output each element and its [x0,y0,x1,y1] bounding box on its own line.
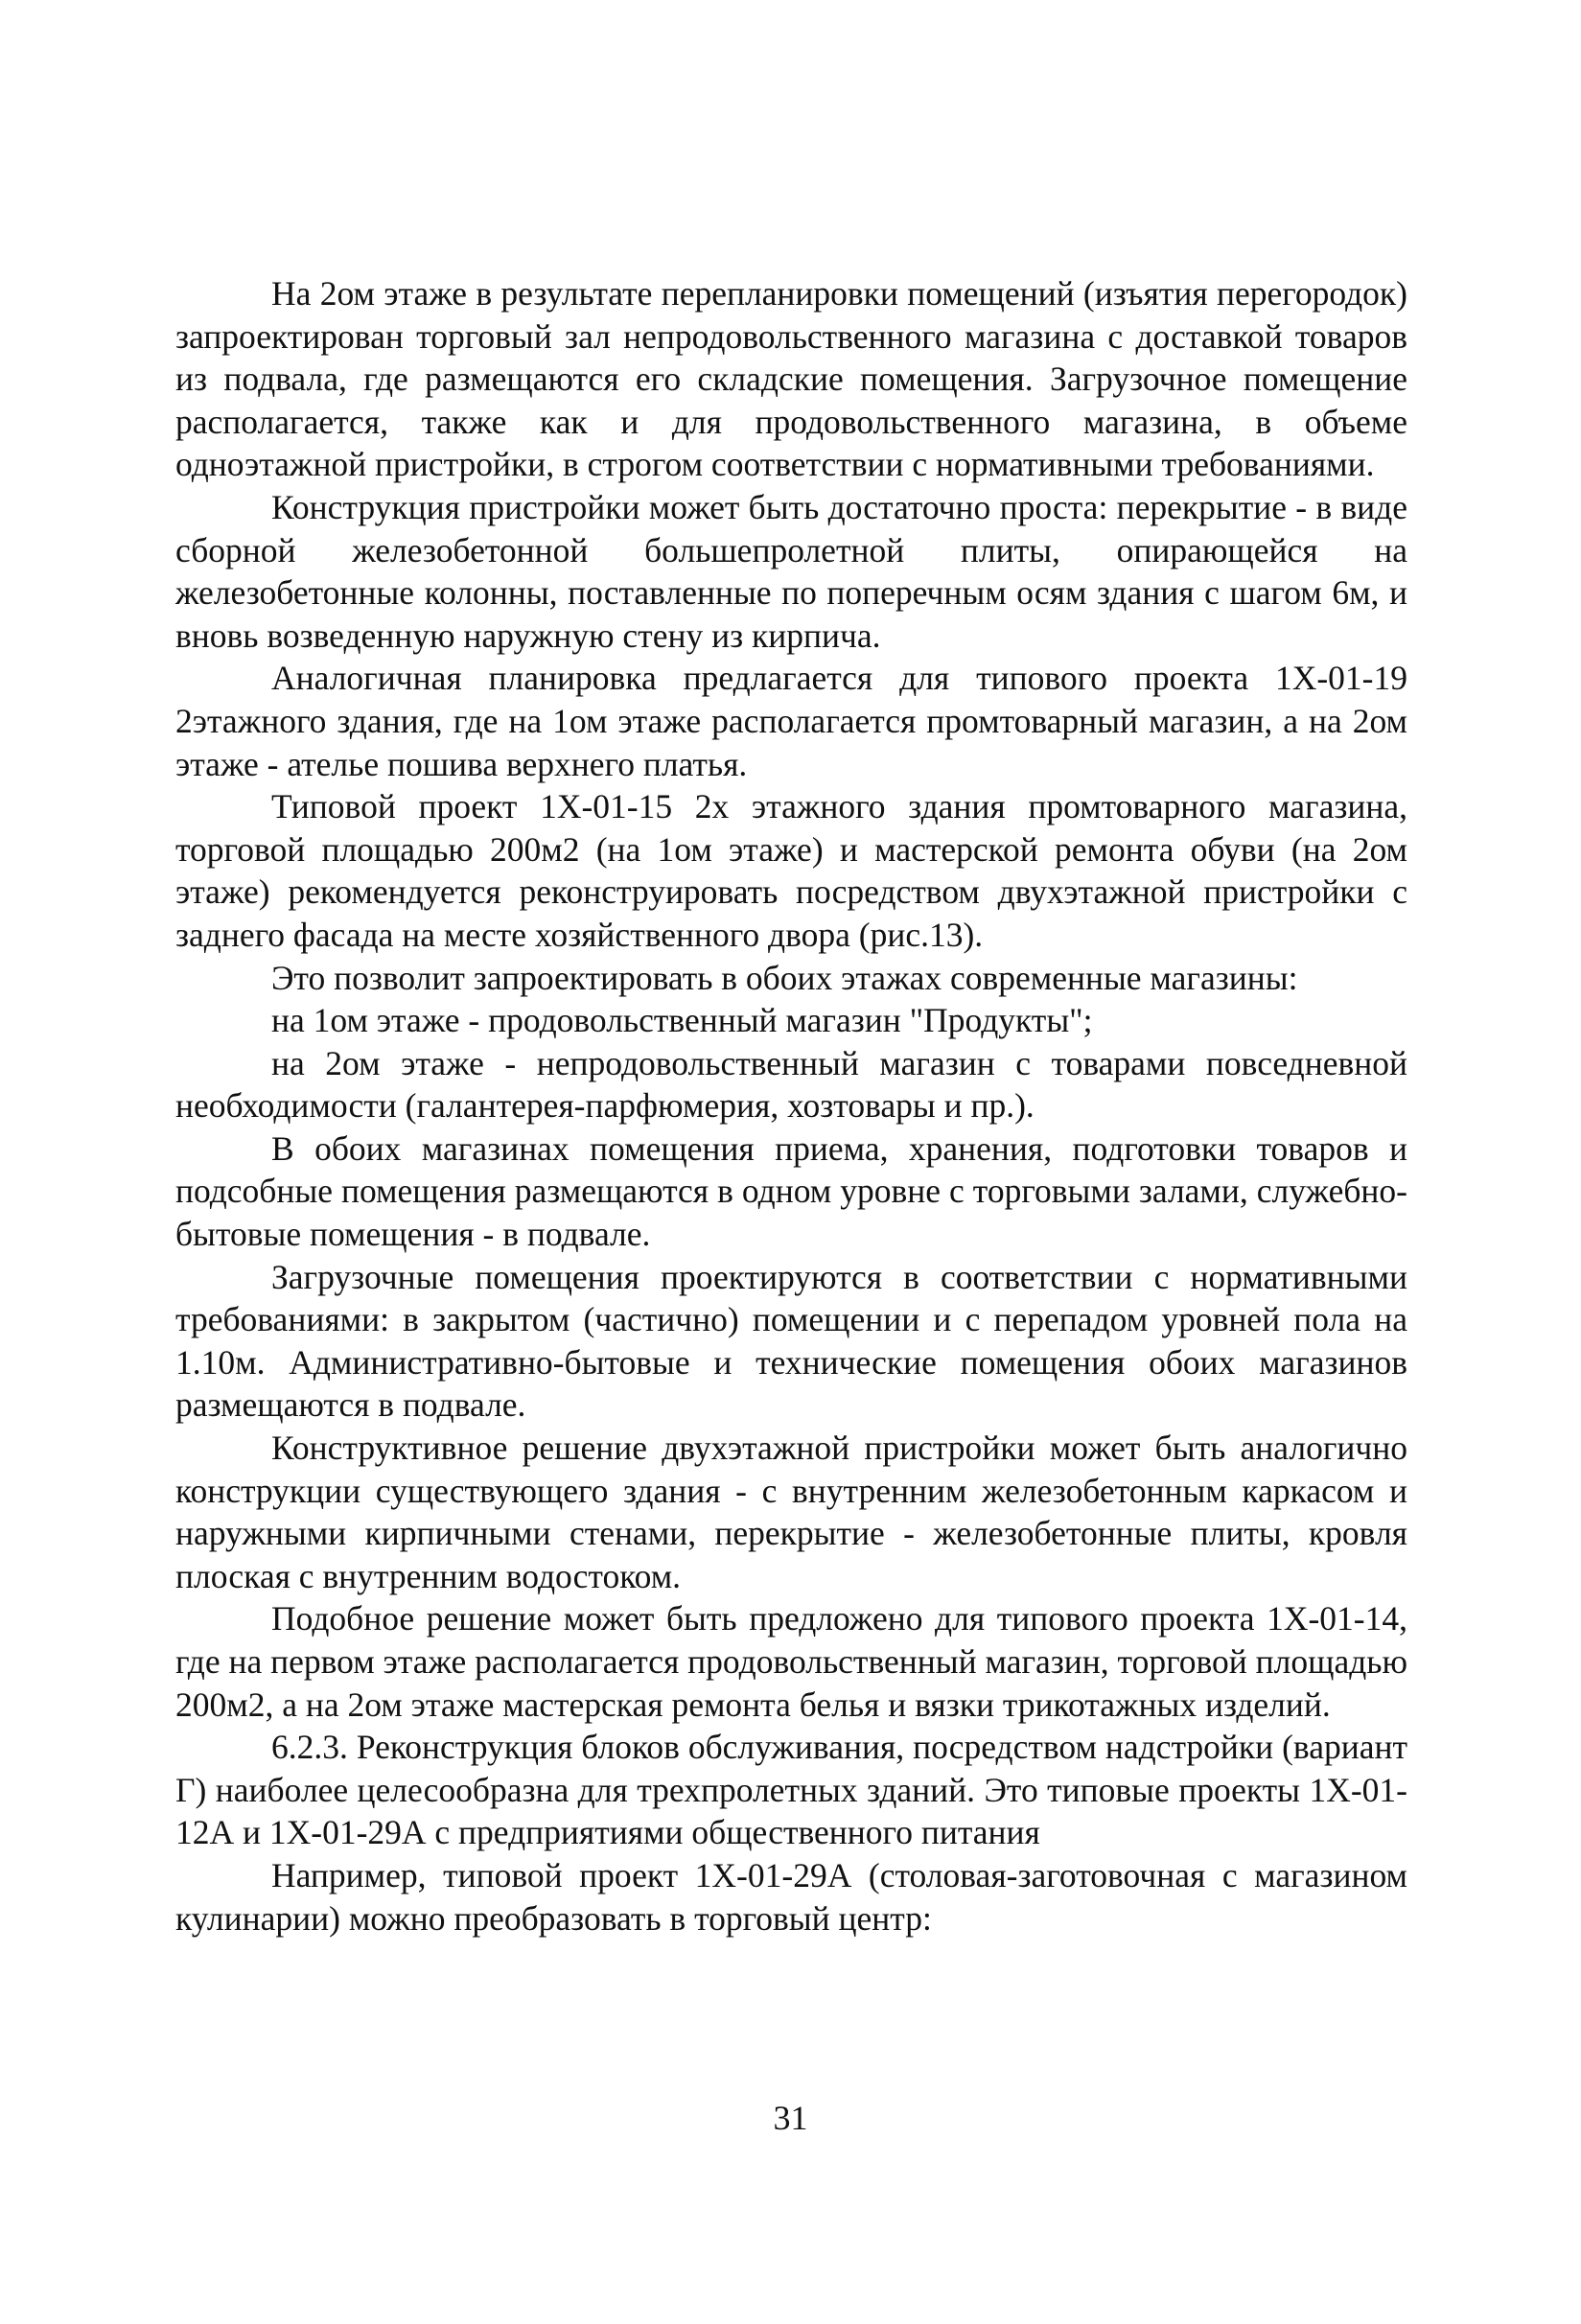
paragraph-2: Конструкция пристройки может быть достаточно проста: перекрытие - в виде сборной железобетонной большепролетной плиты, опирающейся на железобетонные колонны, поставленные по поперечным осям здания с шагом 6м, и вновь возведенную наружную стену из кирпича. [175,487,1407,655]
paragraph-6: на 1ом этаже - продовольственный магазин "Продукты"; [271,1001,1093,1040]
paragraph-8: В обоих магазинах помещения приема, хранения, подготовки товаров и подсобные помещения размещаются в одном уровне с торговыми залами, служебно-бытовые помещения - в подвале. [175,1128,1407,1254]
paragraph-3: Аналогичная планировка предлагается для типового проекта 1Х-01-19 2этажного здания, где на 1ом этаже располагается промтоварный магазин, а на 2ом этаже - ателье пошива верхнего платья. [175,659,1407,783]
paragraph-4: Типовой проект 1Х-01-15 2х этажного здания промтоварного магазина, торговой площадью 200м2 (на 1ом этаже) и мастерской ремонта обуви (на 2ом этаже) рекомендуется реконструировать посредством двухэтажной пристройки с заднего фасада на месте хозяйственного двора (рис.13). [175,787,1407,954]
paragraph-12: 6.2.3. Реконструкция блоков обслуживания, посредством надстройки (вариант Г) наиболее целесообразна для трехпролетных зданий. Это типовые проекты 1Х-01-12А и 1Х-01-29А с предприятиями общественного питания [175,1728,1407,1852]
paragraph-7: на 2ом этаже - непродовольственный магазин с товарами повседневной необходимости (галантерея-парфюмерия, хозтовары и пр.). [175,1043,1407,1126]
paragraph-9: Загрузочные помещения проектируются в соответствии с нормативными требованиями: в закрытом (частично) помещении и с перепадом уровней пола на 1.10м. Административно-бытовые и технические помещения обоих магазинов размещаются в подвале. [175,1257,1407,1425]
paragraph-10: Конструктивное решение двухэтажной пристройки может быть аналогично конструкции существующего здания - с внутренним железобетонным каркасом и наружными кирпичными стенами, перекрытие - железобетонные плиты, кровля плоская с внутренним водостоком. [175,1429,1407,1595]
paragraph-5: Это позволит запроектировать в обоих этажах современные магазины: [271,958,1298,997]
document-body [175,272,1407,1940]
paragraph-11: Подобное решение может быть предложено для типового проекта 1Х-01-14, где на первом этаже располагается продовольственный магазин, торговой площадью 200м2, а на 2ом этаже мастерская ремонта белья и вязки трикотажных изделий. [175,1599,1407,1724]
paragraph-13: Например, типовой проект 1Х-01-29А (столовая-заготовочная с магазином кулинарии) можно преобразовать в торговый центр: [175,1855,1407,1938]
page-number: 31 [773,2099,808,2137]
paragraph-1: На 2ом этаже в результате перепланировки помещений (изъятия перегородок) запроектирован торговый зал непродовольственного магазина с доставкой товаров из подвала, где размещаются его складские помещения. Загрузочное помещение располагается, также как и для продовольственного магазина, в объеме одноэтажной пристройки, в строгом соответствии с нормативными требованиями. [175,274,1407,484]
